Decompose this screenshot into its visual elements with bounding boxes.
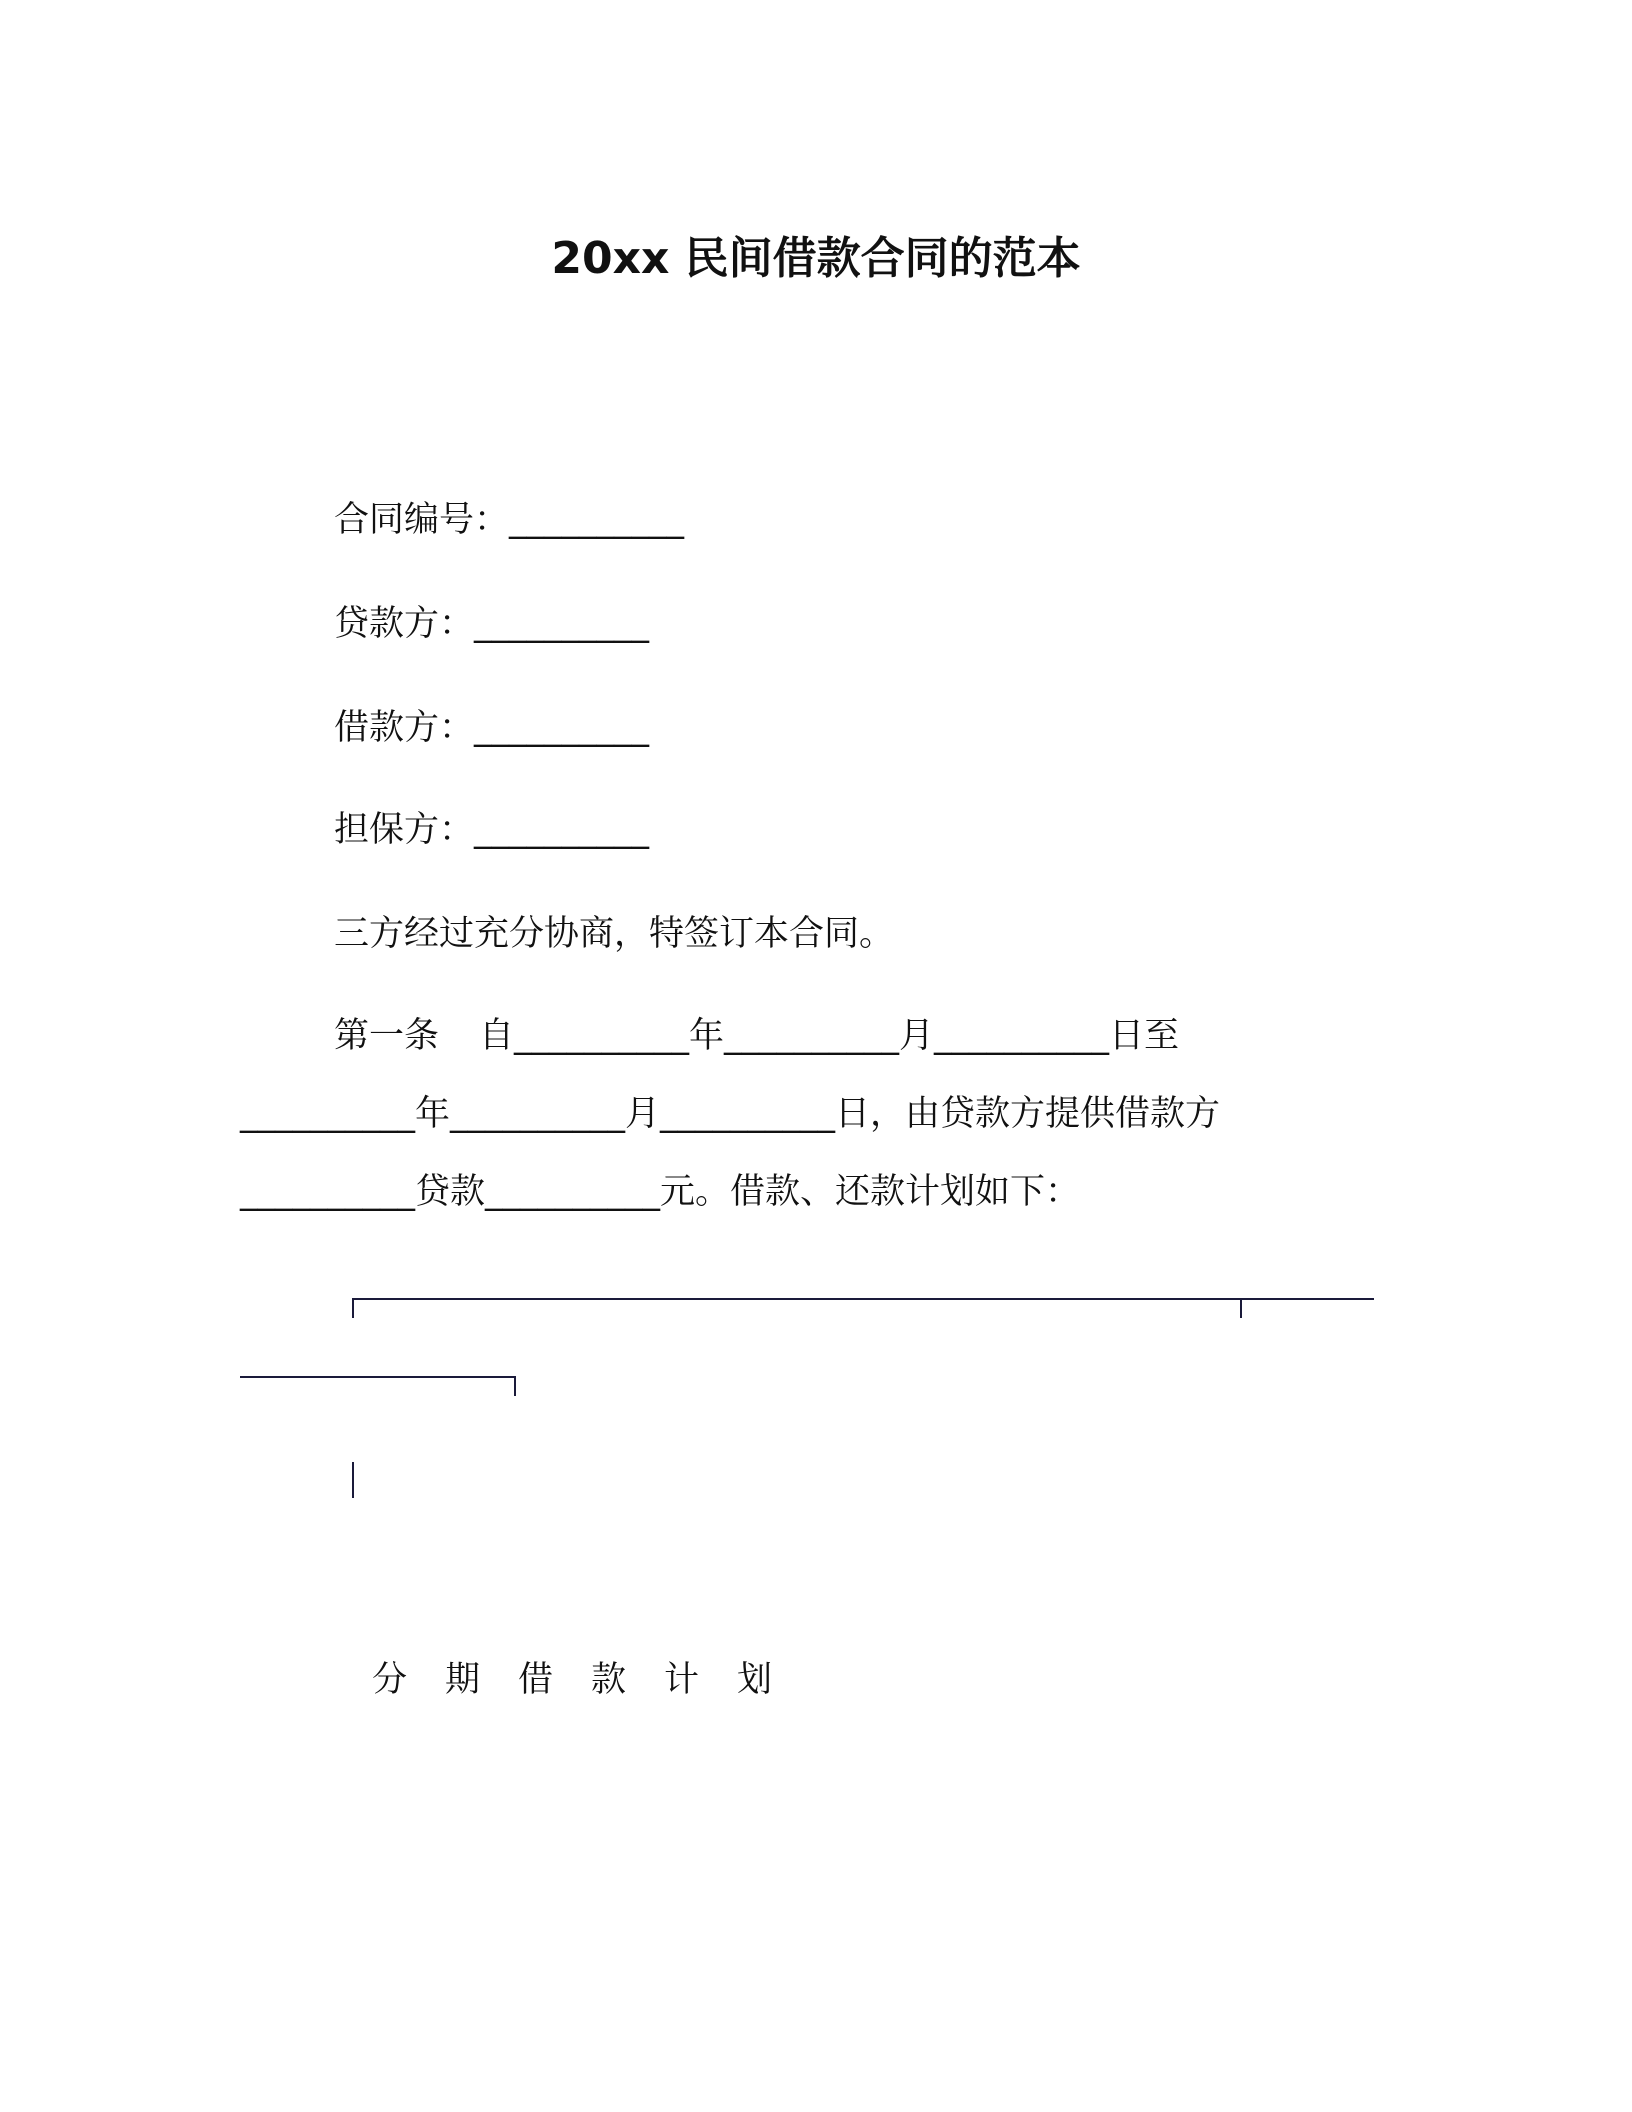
borrower-field: 借款方：__________ [334,708,650,748]
installment-plan-title: 分期借款计划 [372,1660,811,1700]
article-1-line-1-text: 自__________年__________月__________日至 [479,1016,1180,1056]
table-second-border [240,1376,516,1378]
contract-number-field: 合同编号：__________ [334,500,685,540]
article-1-line-1 [334,1014,1179,1058]
article-1-heading: 第一条 [334,1016,440,1056]
article-1-line-2: __________年__________月__________日，由贷款方提供借款方 [240,1094,1221,1134]
guarantor-field: 担保方：__________ [334,810,650,850]
table-left-tick [352,1298,354,1318]
table-second-tick [514,1376,516,1396]
article-1-line-3: __________贷款__________元。借款、还款计划如下： [240,1172,1081,1212]
lender-field: 贷款方：__________ [334,604,650,644]
document-title: 20xx 民间借款合同的范本 [551,233,1081,284]
table-cell-left-border [352,1462,354,1498]
table-top-border [352,1298,1374,1300]
table-mid-tick [1240,1298,1242,1318]
intro-paragraph: 三方经过充分协商，特签订本合同。 [334,914,895,954]
